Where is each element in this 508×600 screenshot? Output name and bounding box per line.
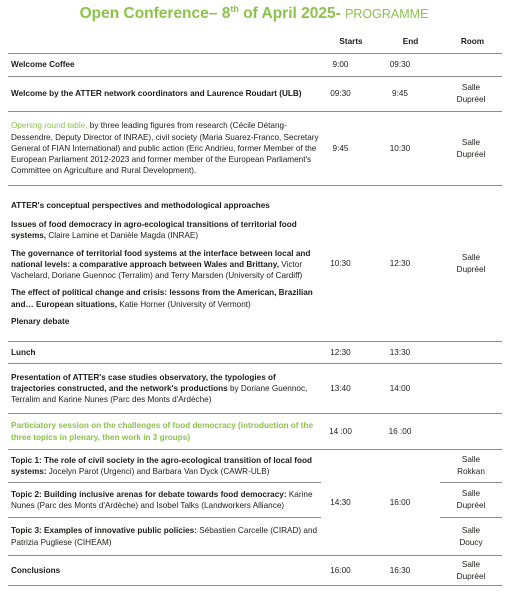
atter-room-1: Salle (461, 252, 481, 262)
presentation-bold: Presentation of ATTER's case studies observatory, the typologies of trajectories constructed, and the network's productions (11, 372, 276, 393)
header-blank (8, 31, 321, 54)
title-superscript: th (230, 4, 239, 14)
welcome-label: Welcome by the ATTER network coordinators and Laurence Roudart (ULB) (11, 89, 302, 99)
coffee-start: 9:00 (332, 60, 349, 70)
topic3-bold: Topic 3: Examples of innovative public policies: (11, 526, 197, 536)
participatory-start: 14 :00 (329, 426, 352, 436)
roundtable-text: by three leading figures from research (Cécile Détang-Dessendre, Deputy Director of INRAE), civil society (Maria Suarez-Franco, Secretary General of FIAN International) and public action (Eric Andrieu, former Member of the European Parliament 2012-2023 and former member of the European Parliament's Committee on Agriculture and Rural Development). (11, 121, 319, 176)
header-starts: Starts (339, 37, 363, 47)
atter-item1-bold: Issues of food democracy in agro-ecological transitions of territorial food systems, (11, 220, 297, 241)
welcome-room-2: Dupréel (456, 95, 486, 104)
topic2-room-1: Salle (461, 489, 481, 498)
conclusions-room-2: Dupréel (456, 571, 486, 581)
topics-start: 14:30 (330, 497, 351, 507)
atter-end: 12:30 (389, 258, 411, 268)
welcome-start: 09:30 (330, 89, 351, 99)
roundtable-room-1: Salle (461, 137, 481, 147)
lunch-label: Lunch (11, 347, 36, 357)
conclusions-start: 16:00 (330, 565, 351, 575)
presentation-start: 13:40 (330, 383, 351, 393)
atter-start: 10:30 (330, 258, 351, 268)
topics-end: 16:00 (389, 497, 411, 507)
participatory-label: Particiatory session on the challenges of food democracy (introduction of the three topics in plenary, then work in 3 groups) (11, 421, 314, 442)
header-row (8, 31, 502, 54)
row-topic-1 (8, 450, 502, 483)
lunch-start: 12:30 (330, 347, 351, 357)
title-main-prefix: Open Conference– 8 (79, 5, 231, 22)
header-room: Room (460, 37, 485, 47)
topic1-room-2: Rokkan (457, 467, 485, 476)
header-end: End (402, 37, 419, 47)
row-atter-perspectives (8, 186, 502, 342)
atter-room-2: Dupréel (456, 264, 486, 274)
atter-plenary-debate: Plenary debate (11, 316, 70, 326)
title-main-suffix: of April 2025- (238, 5, 346, 22)
row-conclusions (8, 556, 502, 586)
topic1-rest: Jocelyn Parot (Urgenci) and Barbara Van Dyck (CAWR-ULB) (46, 467, 270, 476)
row-welcome (8, 77, 502, 112)
coffee-label: Welcome Coffee (11, 60, 75, 70)
programme-table (8, 31, 502, 586)
conclusions-label: Conclusions (11, 565, 61, 575)
topic3-room-1: Salle (461, 525, 481, 535)
roundtable-lead: Opening round table, (11, 121, 88, 131)
conclusions-room-1: Salle (461, 559, 481, 569)
topic1-room-1: Salle (461, 455, 481, 464)
welcome-room-1: Salle (461, 83, 481, 92)
roundtable-room-2: Dupréel (456, 149, 486, 159)
row-lunch (8, 342, 502, 364)
row-opening-round-table (8, 112, 502, 186)
atter-item3-rest: Katie Horner (University of Vermont) (117, 299, 251, 309)
conclusions-end: 16:30 (389, 565, 411, 575)
participatory-end: 16 :00 (388, 426, 412, 436)
atter-item1-rest: Claire Lamine et Danièle Magda (INRAE) (46, 231, 199, 241)
roundtable-start: 9:45 (332, 143, 349, 153)
roundtable-end: 10:30 (389, 143, 411, 153)
atter-item2-rest: Victor Vachelard, Doriane Guennoc (Terralim) and Terry Marsden (University of Cardiff) (11, 259, 303, 281)
presentation-end: 14:00 (389, 383, 411, 393)
welcome-end: 9:45 (392, 89, 408, 99)
atter-heading: ATTER's conceptual perspectives and methodological approaches (11, 201, 270, 211)
row-presentation (8, 364, 502, 414)
topic2-rest: Karine Nunes (Parc des Monts d'Ardèche) and Isobel Talks (Landworkers Alliance) (11, 489, 313, 510)
topic1-bold: Topic 1: The role of civil society in the agro-ecological transition of local food systems: (11, 455, 313, 476)
coffee-end: 09:30 (389, 60, 411, 70)
row-participatory-session (8, 414, 502, 450)
row-welcome-coffee (8, 54, 502, 77)
lunch-end: 13:30 (389, 347, 411, 357)
atter-item2-bold: The governance of territorial food systems at the interface between local and national levels: a comparative approach between Wales and Brittany, (11, 248, 311, 269)
topic2-bold: Topic 2: Building inclusive arenas for debate towards food democracy: (11, 489, 287, 499)
topic3-rest: Sébastien Carcelle (CIRAD) and Patrizia Pugliese (CIHEAM) (11, 526, 318, 547)
atter-item3-bold: The effect of political change and crisis: lessons from the American, Brazilian and… European situations, (11, 288, 313, 309)
presentation-rest: by Doriane Guennoc, Terralim and Karine Nunes (Parc des Monts d'Ardèche) (11, 383, 308, 405)
topic2-room-2: Dupréel (456, 501, 486, 510)
page-title (0, 4, 508, 23)
topic3-room-2: Doucy (459, 537, 483, 547)
title-programme: PROGRAMME (345, 7, 429, 21)
